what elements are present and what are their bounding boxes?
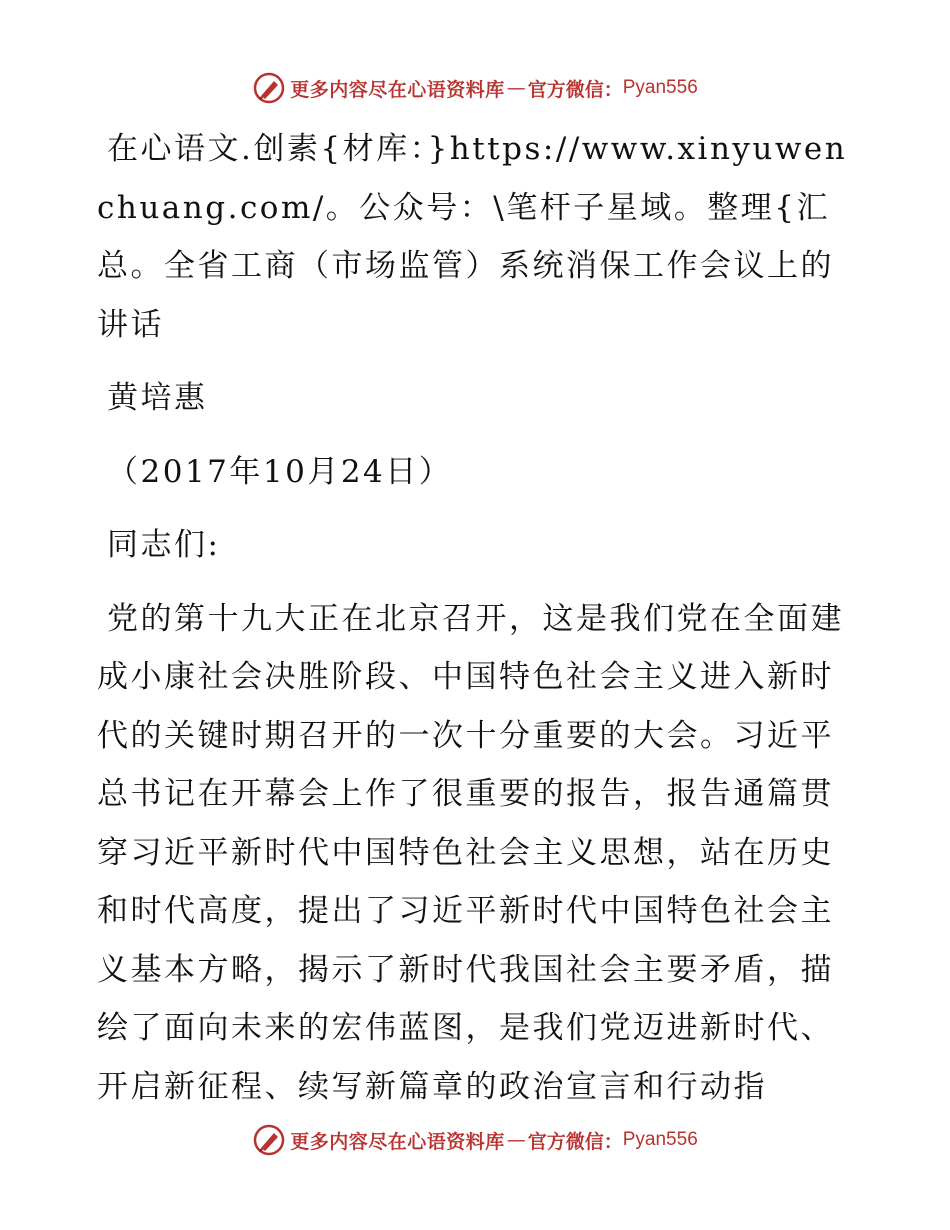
banner-dash: — — [506, 1129, 526, 1151]
document-greeting: 同志们: — [107, 527, 221, 563]
document-title: 在心语文.创素{材库：}https://www.xinyuwenchuang.com/。公众号：\笔杆子星域。整理{汇总。全省工商（市场监管）系统消保工作会议上的讲话 — [97, 131, 848, 343]
pen-logo-icon — [252, 71, 286, 105]
banner-wechat-label: 官方微信： — [527, 78, 623, 101]
document-date: （2017年10月24日） — [107, 453, 453, 490]
banner-wechat-label: 官方微信： — [527, 1130, 623, 1153]
document-author: 黄培惠 — [107, 380, 208, 416]
banner-wechat-id: Pyan556 — [622, 1129, 698, 1150]
banner-wechat-id: Pyan556 — [622, 77, 698, 98]
document-paragraph: 党的第十九大正在北京召开，这是我们党在全面建成小康社会决胜阶段、中国特色社会主义进入新时代的关键时期召开的一次十分重要的大会。习近平总书记在开幕会上作了很重要的报告，报告通篇贯穿习近平新时代中国特色社会主义思想，站在历史和时代高度，提出了习近平新时代中国特色社会主义基本方略，揭示了新时代我国社会主要矛盾，描绘了面向未来的宏伟蓝图，是我们党迈进新时代、开启新征程、续写新篇章的政治宣言和行动指 — [97, 600, 844, 1105]
document-body — [97, 120, 857, 1116]
banner-brand-text: 更多内容尽在心语资料库 — [290, 78, 505, 101]
header-watermark-banner — [0, 68, 950, 108]
banner-dash: — — [506, 77, 526, 99]
banner-brand-text: 更多内容尽在心语资料库 — [290, 1130, 505, 1153]
footer-watermark-banner — [0, 1120, 950, 1160]
pen-logo-icon — [252, 1123, 286, 1157]
